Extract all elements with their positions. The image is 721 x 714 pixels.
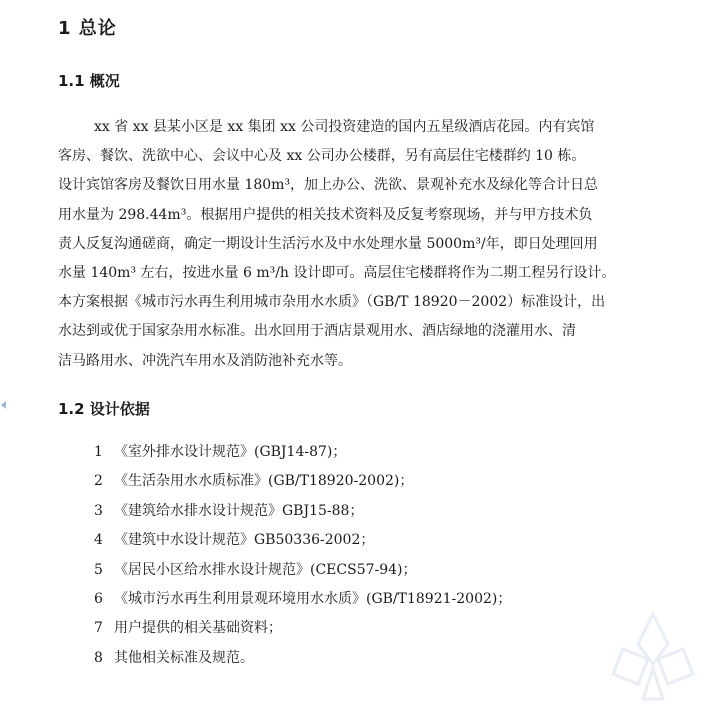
- reference-list: [94, 438, 511, 673]
- list-item: [94, 585, 511, 614]
- list-item: [94, 556, 511, 585]
- list-item: [94, 644, 511, 673]
- list-item-number: 2: [94, 473, 103, 490]
- watermark-logo-icon: [593, 604, 713, 714]
- paragraph-line: 设计宾馆客房及餐饮日用水量 180m³，加上办公、洗欲、景观补充水及绿化等合计日总: [58, 177, 599, 194]
- list-item-text: 《室外排水设计规范》(GBJ14-87)；: [114, 444, 347, 460]
- list-item-number: 3: [94, 502, 103, 519]
- list-item-number: 8: [94, 649, 103, 666]
- paragraph-line: 洁马路用水、冲洗汽车用水及消防池补充水等。: [58, 352, 352, 369]
- list-item-number: 4: [94, 532, 103, 549]
- list-item: [94, 467, 511, 496]
- list-item-text: 《建筑中水设计规范》GB50336-2002；: [114, 532, 375, 549]
- list-item-number: 5: [94, 561, 103, 578]
- chapter-heading: 1 总论: [58, 18, 117, 39]
- list-item: [94, 497, 511, 526]
- paragraph-line: 本方案根据《城市污水再生利用城市杂用水水质》（GB/T 18920－2002）标准设计，出: [58, 294, 606, 311]
- paragraph-line: 客房、餐饮、洗欲中心、会议中心及 xx 公司办公楼群，另有高层住宅楼群约 10 栋。: [58, 148, 586, 165]
- overview-paragraph: [58, 113, 668, 376]
- list-item: [94, 526, 511, 555]
- list-item-text: 《城市污水再生利用景观环境用水水质》(GB/T18921-2002)；: [114, 590, 512, 607]
- edge-marker-icon: [0, 398, 14, 412]
- list-item-text: 用户提供的相关基础资料；: [114, 620, 282, 637]
- list-item-text: 《建筑给水排水设计规范》GBJ15-88；: [114, 502, 364, 519]
- list-item-number: 7: [94, 620, 103, 637]
- paragraph-line: xx 省 xx 县某小区是 xx 集团 xx 公司投资建造的国内五星级酒店花园。内有宾馆: [94, 119, 595, 135]
- list-item: [94, 614, 511, 643]
- paragraph-line: 水量 140m³ 左右，按进水量 6 m³/h 设计即可。高层住宅楼群将作为二期工程另行设计。: [58, 264, 616, 281]
- list-item-number: 6: [94, 590, 103, 607]
- paragraph-line: 责人反复沟通磋商，确定一期设计生活污水及中水处理水量 5000m³/年，即日处理回用: [58, 235, 598, 252]
- list-item-text: 《生活杂用水水质标准》(GB/T18920-2002)；: [114, 473, 414, 490]
- list-item-text: 《居民小区给水排水设计规范》(CECS57-94)；: [114, 561, 417, 578]
- list-item-text: 其他相关标准及规范。: [114, 649, 254, 666]
- section-heading-overview: 1.1 概况: [58, 72, 120, 90]
- list-item: [94, 438, 511, 467]
- paragraph-line: 用水量为 298.44m³。根据用户提供的相关技术资料及反复考察现场，并与甲方技术负: [58, 206, 593, 223]
- paragraph-line: 水达到或优于国家杂用水标准。出水回用于酒店景观用水、酒店绿地的浇灌用水、清: [58, 323, 576, 340]
- list-item-number: 1: [94, 444, 103, 460]
- section-heading-design-basis: 1.2 设计依据: [58, 400, 150, 418]
